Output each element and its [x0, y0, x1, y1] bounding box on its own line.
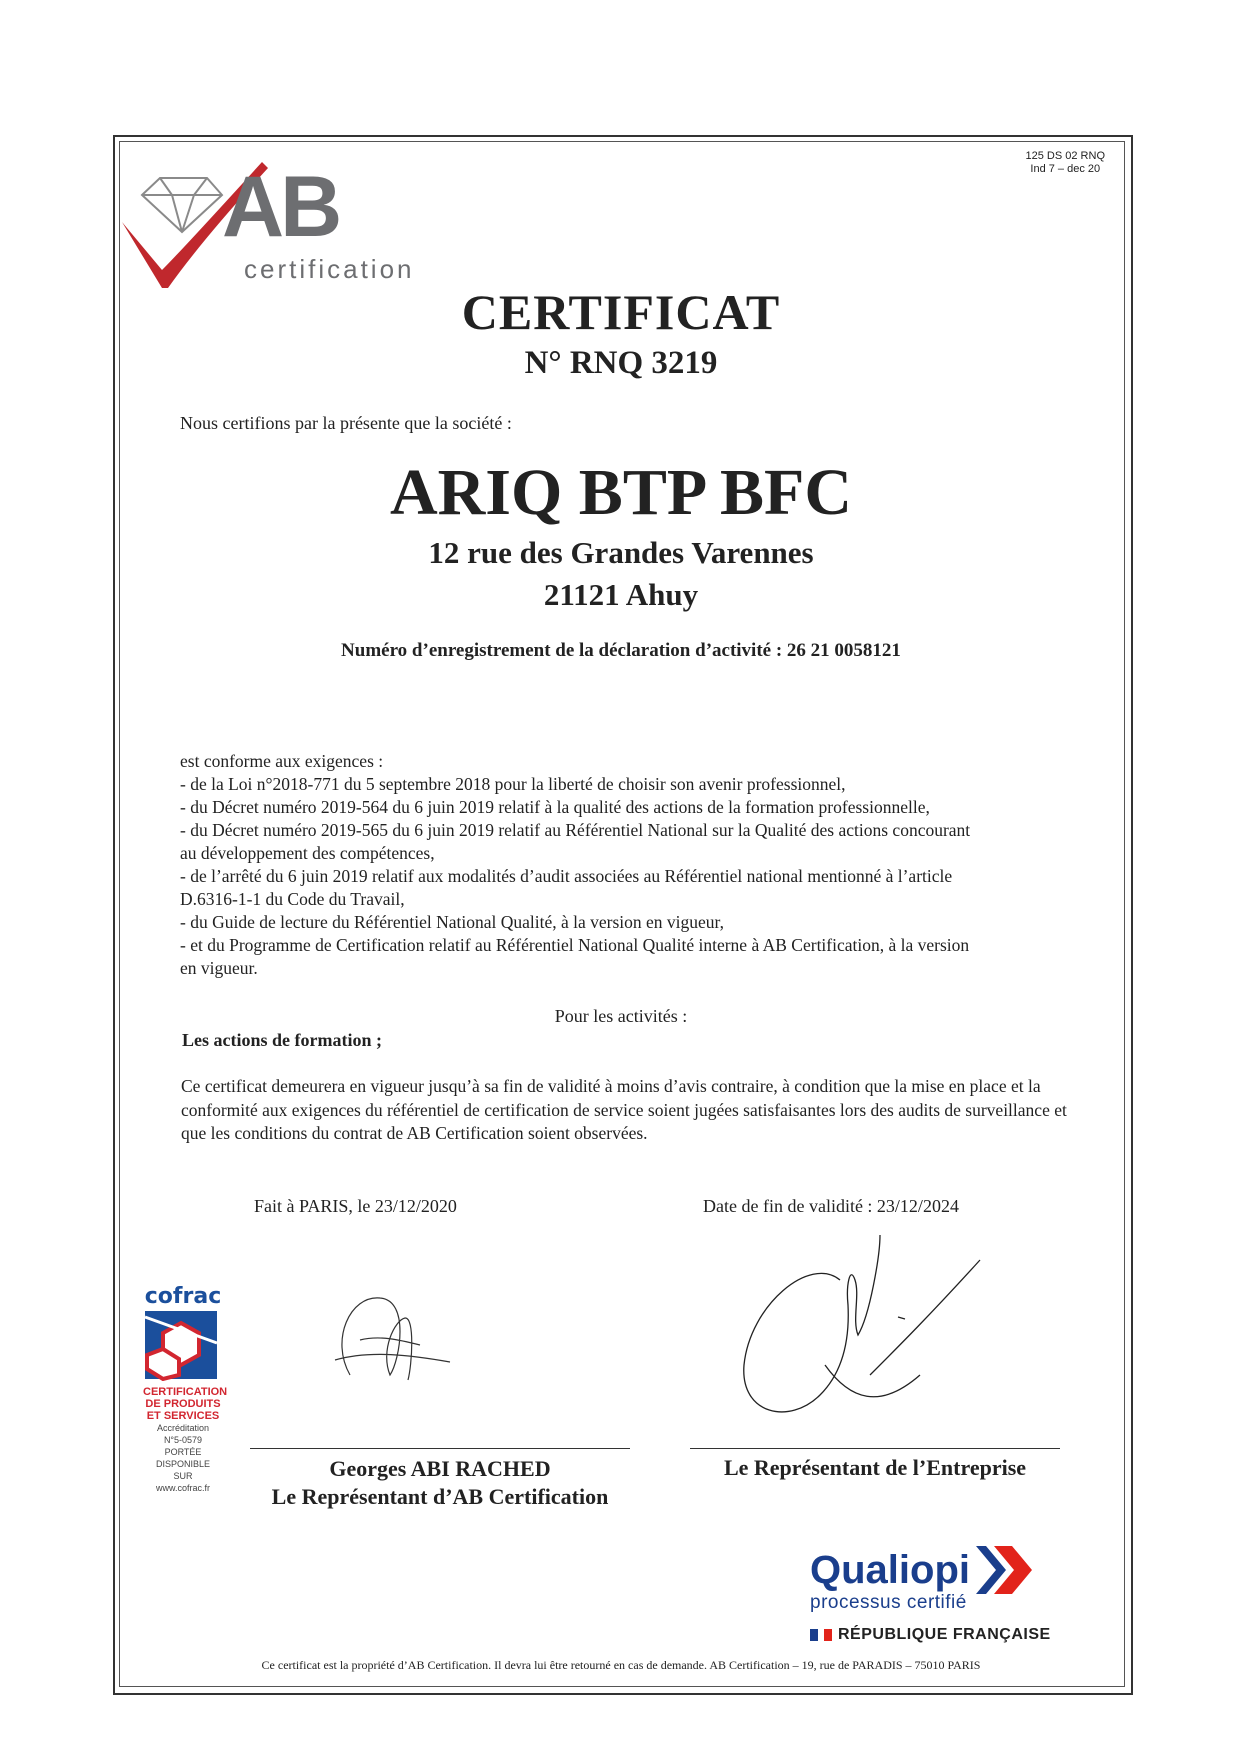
cofrac-brand: cofrac — [144, 1284, 222, 1309]
flag-blue — [810, 1629, 818, 1641]
ab-signature — [320, 1280, 460, 1400]
requirement-line: - de la Loi n°2018-771 du 5 septembre 2018 pour la liberté de choisir son avenir professionnel, — [180, 774, 846, 794]
activities-heading: Pour les activités : — [554, 1006, 688, 1026]
signature-line-ab — [250, 1448, 630, 1449]
requirement-line: au développement des compétences, — [180, 843, 435, 863]
company-name: ARIQ BTP BFC — [389, 456, 853, 529]
cofrac-acc-line: Accréditation — [156, 1423, 210, 1433]
cofrac-scope-line: ET SERVICES — [146, 1410, 220, 1422]
qualiopi-arrows-icon — [974, 1540, 1034, 1600]
ab-certification-logo — [122, 150, 432, 290]
company-city: 21121 Ahuy — [543, 577, 699, 612]
footer-notice: Ce certificat est la propriété d’AB Certification. Il devra lui être retourné en cas de demande. AB Certification – 19, rue de PARADIS – 75010 PARIS — [261, 1658, 981, 1672]
signature-line-enterprise — [690, 1448, 1060, 1449]
requirement-line: - du Décret numéro 2019-564 du 6 juin 2019 relatif à la qualité des actions de la formation professionnelle, — [180, 797, 930, 817]
document-reference — [1026, 150, 1105, 176]
requirement-line: - de l’arrêté du 6 juin 2019 relatif aux modalités d’audit associées au Référentiel national mentionné à l’article — [180, 866, 953, 886]
cofrac-scope-line: CERTIFICATION — [143, 1386, 228, 1398]
reference-index: Ind 7 – dec 20 — [1030, 163, 1101, 175]
cofrac-acc-line: PORTÉE — [164, 1447, 202, 1457]
certificate-number: N° RNQ 3219 — [524, 345, 718, 381]
requirements-list — [180, 750, 1100, 980]
requirement-line: est conforme aux exigences : — [180, 751, 384, 771]
cofrac-acc-line: SUR — [173, 1471, 193, 1481]
qualiopi-subtitle: processus certifié — [810, 1592, 967, 1613]
requirement-line: en vigueur. — [180, 958, 258, 978]
cofrac-accreditation — [143, 1422, 223, 1494]
requirement-line: - du Guide de lecture du Référentiel National Qualité, à la version en vigueur, — [180, 912, 725, 932]
ab-logo-letters: AB — [222, 159, 339, 255]
cofrac-scope-line: DE PRODUITS — [145, 1398, 221, 1410]
expiry-date: Date de fin de validité : 23/12/2024 — [703, 1196, 959, 1216]
cofrac-acc-line: N°5-0579 — [163, 1435, 203, 1445]
qualiopi-name: Qualiopi — [810, 1547, 970, 1592]
activity-declaration-number: Numéro d’enregistrement de la déclaration d’activité : 26 21 0058121 — [341, 640, 901, 661]
requirement-line: - et du Programme de Certification relatif au Référentiel National Qualité interne à AB Certification, à la version — [180, 935, 970, 955]
ab-signatory — [250, 1455, 630, 1511]
requirement-line: - du Décret numéro 2019-565 du 6 juin 2019 relatif au Référentiel National sur la Qualité des actions concourant — [180, 820, 971, 840]
ab-logo-word: certification — [244, 254, 415, 284]
flag-red — [824, 1629, 832, 1641]
validity-paragraph: Ce certificat demeurera en vigueur jusqu’à sa fin de validité à moins d’avis contraire, à condition que la mise en place et la conformité aux exigences du référentiel de certification de service soient jugées satisfaisantes lors des audits de surveillance et que les conditions du contrat de AB Certification soient observées. — [181, 1076, 1067, 1143]
cofrac-hexagon-icon — [143, 1309, 219, 1381]
activities-value: Les actions de formation ; — [182, 1030, 382, 1050]
reference-code: 125 DS 02 RNQ — [1025, 150, 1105, 162]
requirement-line: D.6316-1-1 du Code du Travail, — [180, 889, 405, 909]
signatory-name: Georges ABI RACHED — [329, 1456, 551, 1481]
qualiopi-logo — [810, 1540, 1060, 1660]
issue-place-date: Fait à PARIS, le 23/12/2020 — [254, 1196, 457, 1216]
enterprise-signature — [730, 1225, 990, 1445]
enterprise-signatory-role: Le Représentant de l’Entreprise — [723, 1455, 1027, 1480]
cofrac-acc-line: www.cofrac.fr — [155, 1483, 210, 1493]
cofrac-acc-line: DISPONIBLE — [155, 1459, 211, 1469]
republique-francaise: RÉPUBLIQUE FRANÇAISE — [838, 1626, 1051, 1643]
certificate-title: CERTIFICAT — [461, 284, 781, 340]
intro-text: Nous certifions par la présente que la société : — [180, 413, 512, 433]
signatory-role: Le Représentant d’AB Certification — [271, 1484, 609, 1509]
cofrac-logo — [143, 1284, 228, 1494]
company-street: 12 rue des Grandes Varennes — [428, 535, 814, 570]
